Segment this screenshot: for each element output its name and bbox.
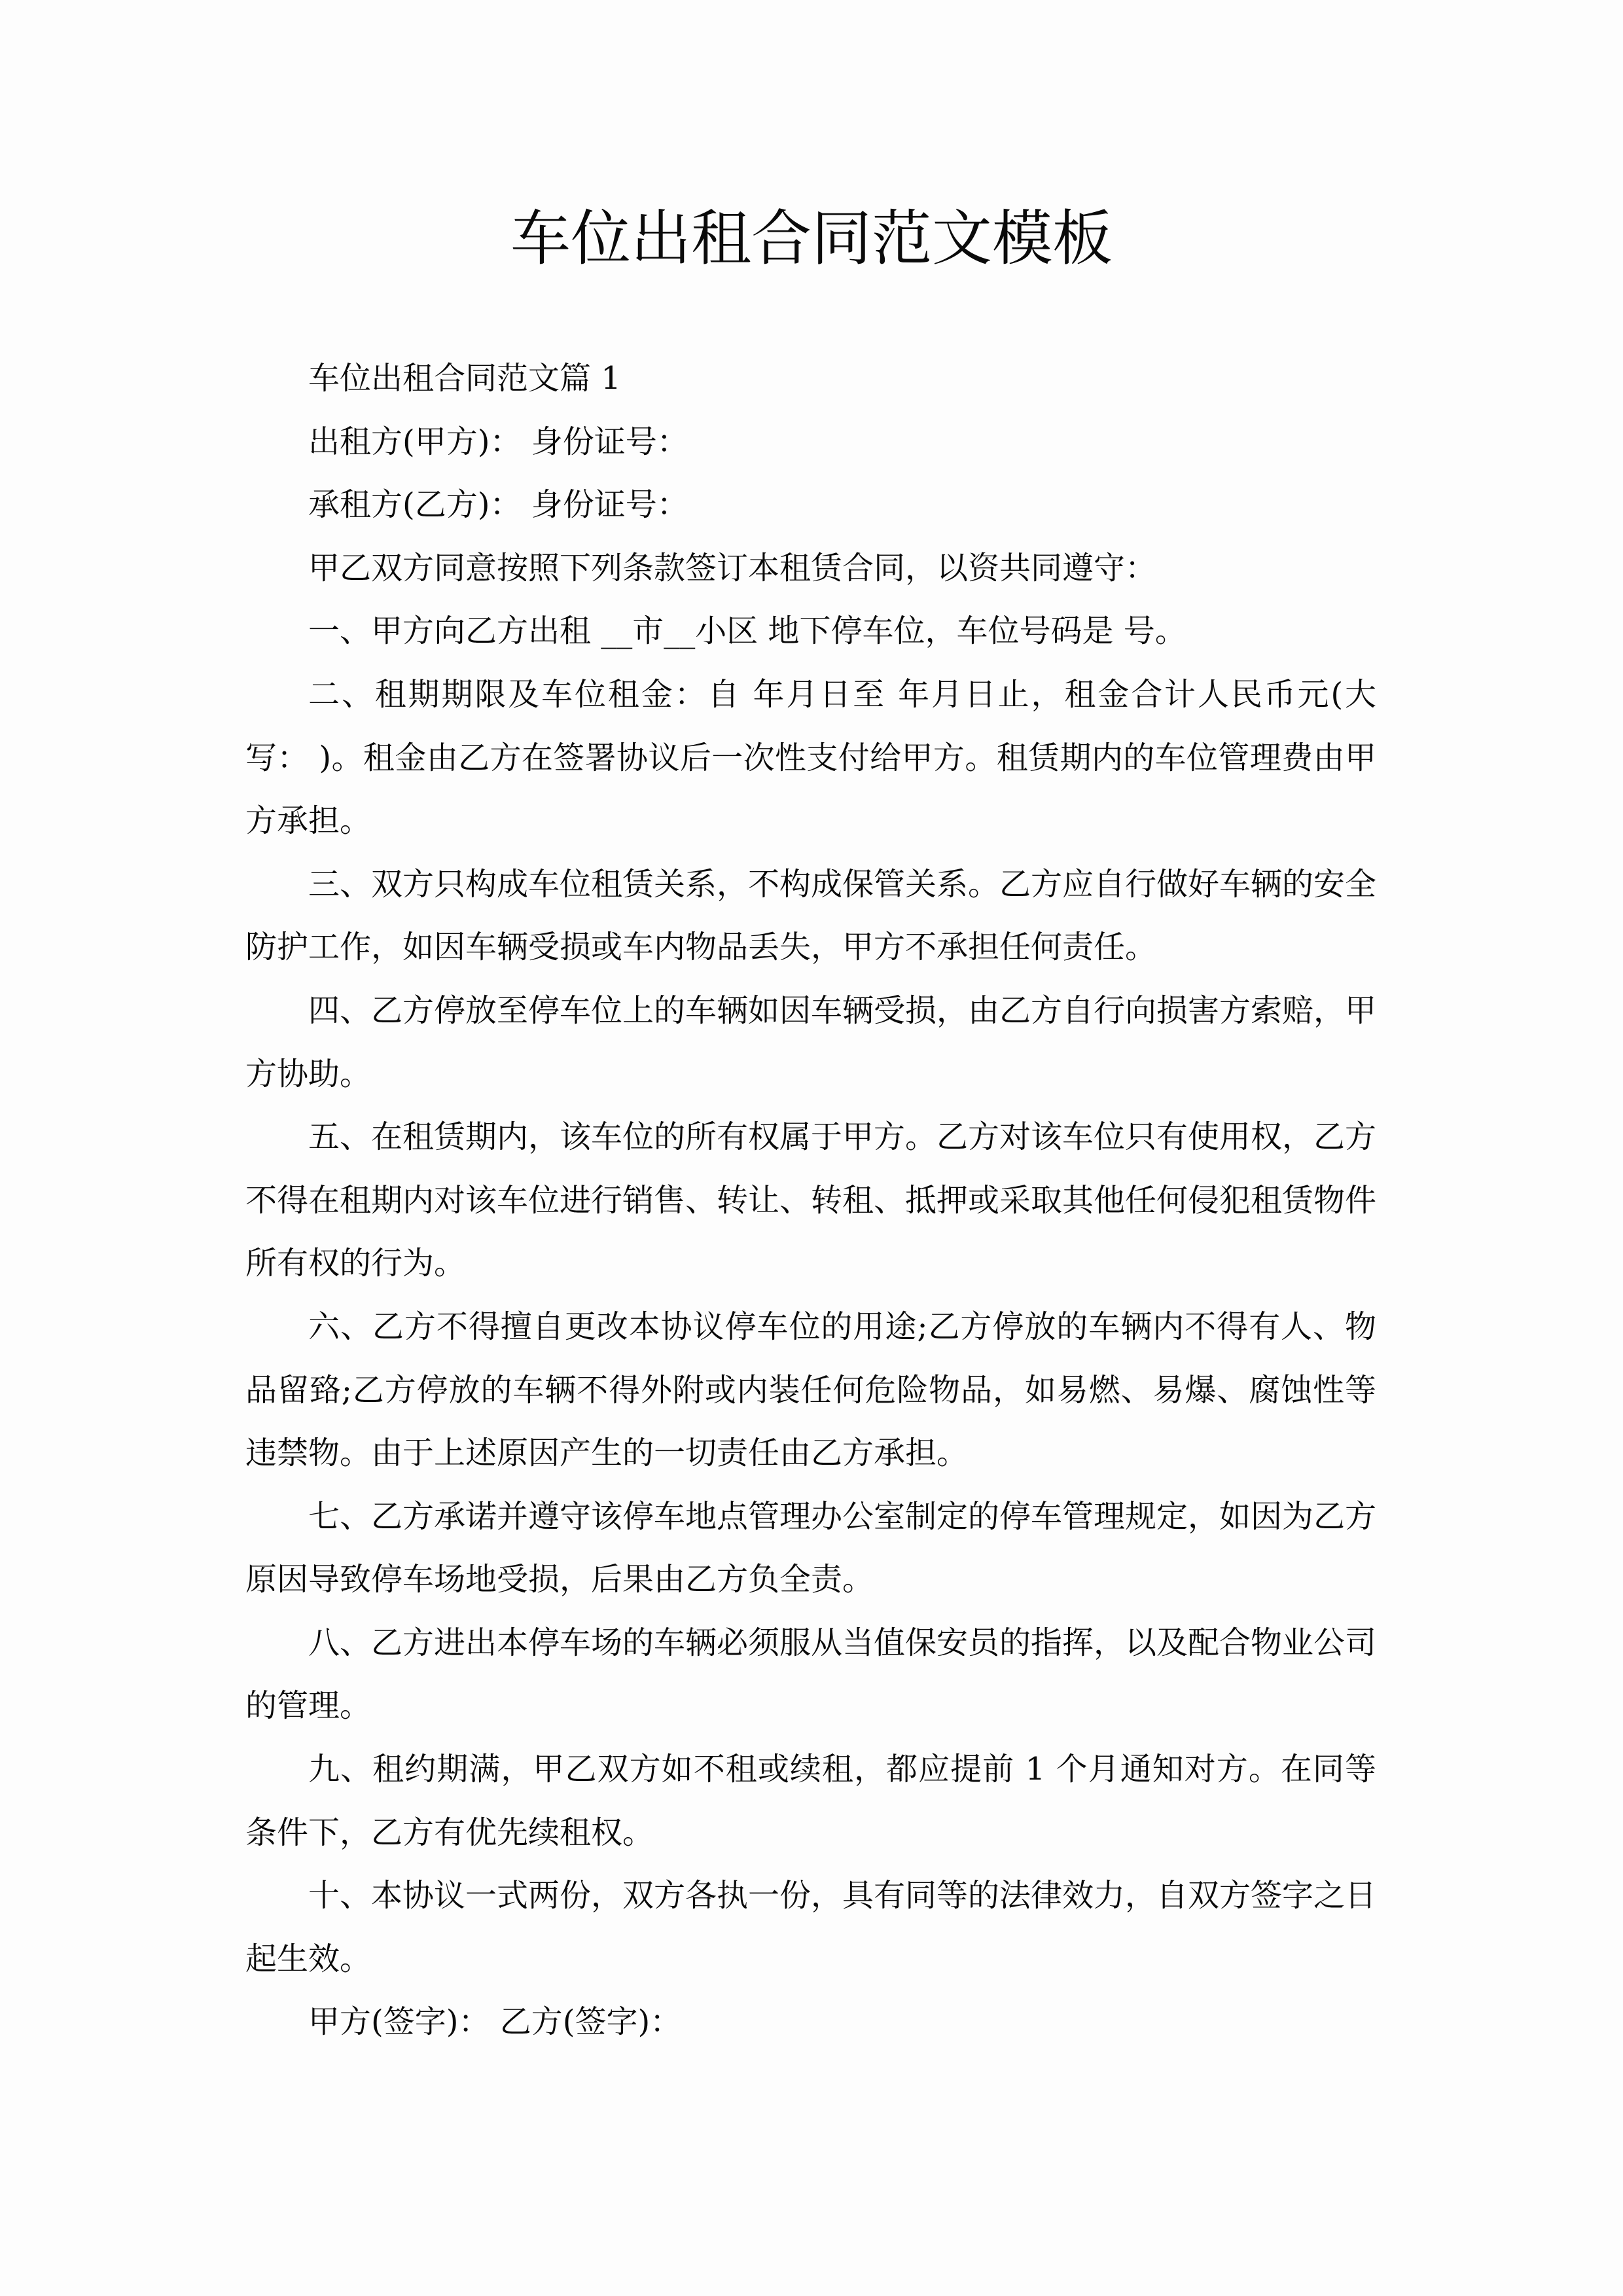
clause-1: 一、甲方向乙方出租 __市__小区 地下停车位，车位号码是 号。 [308, 613, 1186, 650]
clause-4: 四、乙方停放至停车位上的车辆如因车辆受损，由乙方自行向损害方索赔，甲方协助。 [245, 992, 1377, 1092]
clause-8: 八、乙方进出本停车场的车辆必须服从当值保安员的指挥，以及配合物业公司的管理。 [245, 1624, 1377, 1725]
document-title: 车位出租合同范文模板 [510, 204, 1113, 274]
lessor-line: 出租方(甲方)： 身份证号： [308, 423, 688, 460]
preamble: 甲乙双方同意按照下列条款签订本租赁合同，以资共同遵守： [308, 549, 1157, 586]
clause-7: 七、乙方承诺并遵守该停车地点管理办公室制定的停车管理规定，如因为乙方原因导致停车场地受损，后果由乙方负全责。 [245, 1498, 1377, 1598]
clause-3: 三、双方只构成车位租赁关系，不构成保管关系。乙方应自行做好车辆的安全防护工作，如因车辆受损或车内物品丢失，甲方不承担任何责任。 [245, 865, 1377, 966]
lessee-line: 承租方(乙方)： 身份证号： [308, 486, 688, 524]
document-body [245, 347, 1376, 2054]
clause-2: 二、租期期限及车位租金：自 年月日至 年月日止，租金合计人民币元(大写： )。租金由乙方在签署协议后一次性支付给甲方。租赁期内的车位管理费由甲方承担。 [245, 675, 1376, 840]
clause-5: 五、在租赁期内，该车位的所有权属于甲方。乙方对该车位只有使用权，乙方不得在租期内对该车位进行销售、转让、转租、抵押或采取其他任何侵犯租赁物件所有权的行为。 [245, 1119, 1377, 1282]
clause-10: 十、本协议一式两份，双方各执一份，具有同等的法律效力，自双方签字之日起生效。 [245, 1877, 1377, 1977]
signature-line: 甲方(签字)： 乙方(签字)： [308, 2003, 682, 2041]
clause-6: 六、乙方不得擅自更改本协议停车位的用途;乙方停放的车辆内不得有人、物品留臵;乙方停放的车辆不得外附或内装任何危险物品，如易燃、易爆、腐蚀性等违禁物。由于上述原因产生的一切责任由乙方承担。 [245, 1308, 1376, 1472]
section-subtitle: 车位出租合同范文篇 1 [308, 360, 621, 397]
clause-9: 九、租约期满，甲乙双方如不租或续租，都应提前 1 个月通知对方。在同等条件下，乙方有优先续租权。 [245, 1751, 1376, 1851]
